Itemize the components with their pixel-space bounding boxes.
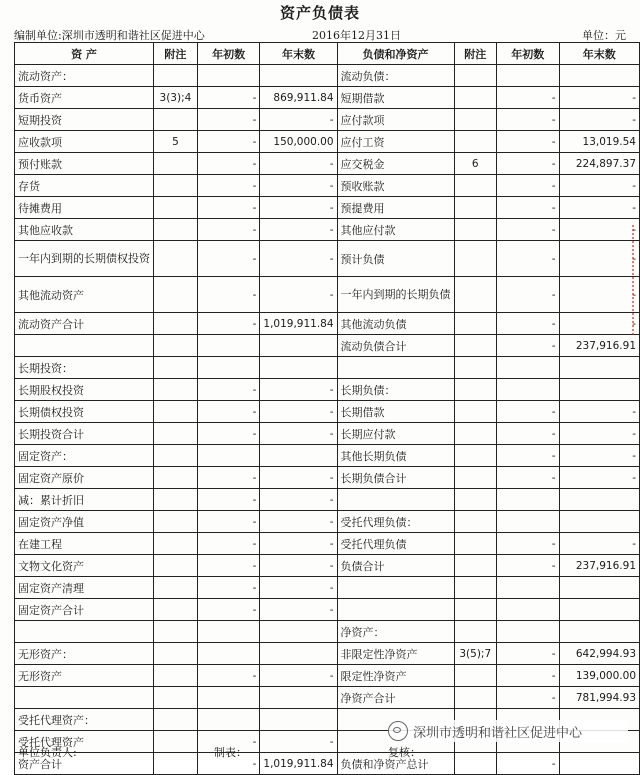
- liability-begin: -: [497, 335, 560, 357]
- asset-note: [154, 489, 198, 511]
- asset-note: [154, 621, 198, 643]
- liability-label: 流动负债合计: [337, 335, 454, 357]
- liability-label: 长期借款: [337, 401, 454, 423]
- asset-label: 固定资产清理: [15, 577, 154, 599]
- header-asset: 资 产: [15, 43, 154, 65]
- asset-note: [154, 511, 198, 533]
- asset-note: [154, 445, 198, 467]
- liability-begin: [497, 65, 560, 87]
- asset-begin: -: [197, 277, 260, 313]
- asset-note: [154, 175, 198, 197]
- liability-end: 237,916.91: [559, 555, 639, 577]
- asset-begin: -: [197, 219, 260, 241]
- asset-begin: -: [197, 731, 260, 753]
- asset-begin: -: [197, 599, 260, 621]
- asset-end: -: [260, 153, 337, 175]
- asset-begin: -: [197, 313, 260, 335]
- liability-label: 受托代理负债: [337, 533, 454, 555]
- table-header-row: [15, 43, 640, 65]
- asset-begin: [197, 709, 260, 731]
- liability-begin: -: [497, 277, 560, 313]
- liability-begin: [497, 599, 560, 621]
- table-row: [15, 401, 640, 423]
- document-title: 资产负债表: [279, 4, 360, 22]
- liability-begin: -: [497, 175, 560, 197]
- asset-end: -: [260, 731, 337, 753]
- table-row: [15, 219, 640, 241]
- liability-label: 应付款项: [337, 109, 454, 131]
- table-row: [15, 687, 640, 709]
- asset-note: [154, 335, 198, 357]
- seal-edge: [632, 225, 640, 335]
- asset-label: 其他流动资产: [15, 277, 154, 313]
- asset-label: 受托代理资产: [15, 731, 154, 753]
- liability-label: 负债和净资产总计: [337, 753, 454, 775]
- asset-end: -: [260, 511, 337, 533]
- asset-note: [154, 401, 198, 423]
- asset-begin: -: [197, 665, 260, 687]
- asset-note: [154, 665, 198, 687]
- liability-note: [454, 599, 496, 621]
- document-meta: [14, 27, 626, 41]
- liability-begin: [497, 489, 560, 511]
- liability-note: [454, 379, 496, 401]
- table-row: [15, 577, 640, 599]
- header-note: 附注: [154, 43, 198, 65]
- table-row: [15, 599, 640, 621]
- table-row: [15, 65, 640, 87]
- asset-label: 固定资产：: [15, 445, 154, 467]
- liability-label: 负债合计: [337, 555, 454, 577]
- asset-end: -: [260, 423, 337, 445]
- asset-label: 无形资产: [15, 665, 154, 687]
- liability-begin: -: [497, 87, 560, 109]
- asset-label: 待摊费用: [15, 197, 154, 219]
- liability-note: 6: [454, 153, 496, 175]
- asset-label: 其他应收款: [15, 219, 154, 241]
- table-row: [15, 197, 640, 219]
- asset-note: [154, 555, 198, 577]
- asset-label: 存货: [15, 175, 154, 197]
- asset-begin: [197, 65, 260, 87]
- liability-begin: -: [497, 643, 560, 665]
- liability-label: [337, 489, 454, 511]
- liability-label: 其他流动负债: [337, 313, 454, 335]
- liability-begin: -: [497, 131, 560, 153]
- header-begin: 年初数: [197, 43, 260, 65]
- liability-end: 642,994.93: [559, 643, 639, 665]
- liability-end: [559, 599, 639, 621]
- liability-end: [559, 489, 639, 511]
- liability-begin: -: [497, 467, 560, 489]
- liability-note: 3(5);7: [454, 643, 496, 665]
- liability-end: 781,994.93: [559, 687, 639, 709]
- liability-end: -: [559, 109, 639, 131]
- liability-end: -: [559, 197, 639, 219]
- asset-note: [154, 467, 198, 489]
- liability-begin: -: [497, 313, 560, 335]
- asset-begin: -: [197, 555, 260, 577]
- watermark: [388, 720, 628, 742]
- table-row: [15, 109, 640, 131]
- liability-note: [454, 241, 496, 277]
- asset-begin: -: [197, 153, 260, 175]
- asset-label: 短期投资: [15, 109, 154, 131]
- liability-end: -: [559, 219, 639, 241]
- asset-begin: [197, 621, 260, 643]
- liability-end: -: [559, 313, 639, 335]
- asset-begin: -: [197, 379, 260, 401]
- asset-end: -: [260, 555, 337, 577]
- asset-label: 无形资产：: [15, 643, 154, 665]
- asset-begin: -: [197, 197, 260, 219]
- asset-end: [260, 687, 337, 709]
- liability-end: [559, 65, 639, 87]
- liability-label: [337, 577, 454, 599]
- table-row: [15, 175, 640, 197]
- asset-note: [154, 533, 198, 555]
- asset-end: -: [260, 175, 337, 197]
- header-begin: 年初数: [497, 43, 560, 65]
- table-row: [15, 423, 640, 445]
- asset-begin: -: [197, 175, 260, 197]
- table-row: [15, 87, 640, 109]
- liability-begin: -: [497, 753, 560, 775]
- asset-begin: -: [197, 131, 260, 153]
- header-note: 附注: [454, 43, 496, 65]
- liability-label: 长期应付款: [337, 423, 454, 445]
- liability-end: [559, 357, 639, 379]
- liability-note: [454, 621, 496, 643]
- asset-begin: -: [197, 511, 260, 533]
- asset-end: -: [260, 109, 337, 131]
- header-liability: 负债和净资产: [337, 43, 454, 65]
- liability-label: [337, 599, 454, 621]
- table-row: [15, 313, 640, 335]
- asset-begin: -: [197, 87, 260, 109]
- table-row: [15, 277, 640, 313]
- liability-end: -: [559, 401, 639, 423]
- liability-end: 224,897.37: [559, 153, 639, 175]
- asset-note: [154, 109, 198, 131]
- liability-note: [454, 219, 496, 241]
- footer-maker: 制表：: [214, 746, 247, 759]
- liability-begin: -: [497, 687, 560, 709]
- asset-end: [260, 357, 337, 379]
- liability-begin: [497, 379, 560, 401]
- liability-note: [454, 357, 496, 379]
- liability-note: [454, 401, 496, 423]
- report-date: 2016年12月31日: [312, 29, 401, 42]
- liability-note: [454, 445, 496, 467]
- asset-label: [15, 335, 154, 357]
- liability-begin: -: [497, 197, 560, 219]
- table-row: [15, 335, 640, 357]
- asset-label: 长期股权投资: [15, 379, 154, 401]
- liability-begin: -: [497, 219, 560, 241]
- asset-end: 1,019,911.84: [260, 753, 337, 775]
- table-row: [15, 131, 640, 153]
- asset-begin: [197, 357, 260, 379]
- liability-note: [454, 511, 496, 533]
- asset-label: 预付账款: [15, 153, 154, 175]
- liability-end: [559, 511, 639, 533]
- liability-note: [454, 131, 496, 153]
- liability-begin: -: [497, 555, 560, 577]
- table-row: [15, 153, 640, 175]
- asset-note: [154, 313, 198, 335]
- asset-end: -: [260, 599, 337, 621]
- liability-label: 流动负债：: [337, 65, 454, 87]
- asset-note: [154, 577, 198, 599]
- liability-note: [454, 555, 496, 577]
- table-row: [15, 621, 640, 643]
- table-row: [15, 241, 640, 277]
- liability-note: [454, 533, 496, 555]
- asset-label: 减：累计折旧: [15, 489, 154, 511]
- asset-end: [260, 643, 337, 665]
- liability-label: 限定性净资产: [337, 665, 454, 687]
- asset-label: 长期投资合计: [15, 423, 154, 445]
- liability-begin: -: [497, 241, 560, 277]
- asset-note: [154, 599, 198, 621]
- asset-end: [260, 445, 337, 467]
- asset-note: 3(3);4: [154, 87, 198, 109]
- asset-end: -: [260, 467, 337, 489]
- asset-end: 150,000.00: [260, 131, 337, 153]
- table-row: [15, 511, 640, 533]
- asset-begin: [197, 335, 260, 357]
- asset-end: [260, 335, 337, 357]
- prepared-by: 编制单位:深圳市透明和谐社区促进中心: [14, 29, 205, 42]
- liability-end: 139,000.00: [559, 665, 639, 687]
- liability-begin: -: [497, 665, 560, 687]
- liability-note: [454, 665, 496, 687]
- liability-end: -: [559, 445, 639, 467]
- liability-end: -: [559, 87, 639, 109]
- table-row: [15, 379, 640, 401]
- header-end: 年末数: [559, 43, 639, 65]
- liability-note: [454, 109, 496, 131]
- asset-begin: -: [197, 753, 260, 775]
- asset-end: -: [260, 489, 337, 511]
- asset-label: 受托代理资产：: [15, 709, 154, 731]
- table-row: [15, 643, 640, 665]
- liability-label: 应交税金: [337, 153, 454, 175]
- watermark-text: 深圳市透明和谐社区促进中心: [413, 725, 583, 741]
- liability-begin: -: [497, 109, 560, 131]
- liability-label: 长期负债：: [337, 379, 454, 401]
- asset-end: -: [260, 665, 337, 687]
- liability-end: -: [559, 277, 639, 313]
- table-row: [15, 533, 640, 555]
- liability-note: [454, 577, 496, 599]
- liability-label: 一年内到期的长期负债: [337, 277, 454, 313]
- asset-note: [154, 379, 198, 401]
- liability-begin: -: [497, 533, 560, 555]
- asset-label: 资产合计: [15, 753, 154, 775]
- liability-end: -: [559, 175, 639, 197]
- asset-label: [15, 621, 154, 643]
- liability-note: [454, 65, 496, 87]
- asset-begin: [197, 687, 260, 709]
- liability-end: [559, 379, 639, 401]
- asset-label: 货币资产: [15, 87, 154, 109]
- liability-begin: [497, 577, 560, 599]
- table-row: [15, 665, 640, 687]
- signature-footer: [18, 744, 618, 758]
- asset-note: [154, 197, 198, 219]
- liability-label: 净资产合计: [337, 687, 454, 709]
- liability-label: 净资产：: [337, 621, 454, 643]
- liability-end: -: [559, 423, 639, 445]
- table-row: [15, 357, 640, 379]
- asset-end: -: [260, 277, 337, 313]
- liability-end: -: [559, 467, 639, 489]
- asset-end: [260, 709, 337, 731]
- liability-note: [454, 423, 496, 445]
- asset-end: -: [260, 401, 337, 423]
- liability-note: [454, 197, 496, 219]
- liability-end: -: [559, 241, 639, 277]
- asset-begin: -: [197, 577, 260, 599]
- asset-note: [154, 65, 198, 87]
- asset-label: 固定资产净值: [15, 511, 154, 533]
- asset-begin: -: [197, 423, 260, 445]
- liability-label: 受托代理负债：: [337, 511, 454, 533]
- asset-end: -: [260, 219, 337, 241]
- asset-begin: -: [197, 241, 260, 277]
- asset-end: [260, 65, 337, 87]
- asset-note: [154, 357, 198, 379]
- asset-end: 869,911.84: [260, 87, 337, 109]
- asset-note: [154, 219, 198, 241]
- asset-begin: [197, 445, 260, 467]
- asset-label: [15, 687, 154, 709]
- liability-label: 其他长期负债: [337, 445, 454, 467]
- asset-note: [154, 423, 198, 445]
- liability-end: [559, 621, 639, 643]
- asset-note: [154, 687, 198, 709]
- asset-begin: -: [197, 109, 260, 131]
- asset-note: [154, 643, 198, 665]
- asset-end: -: [260, 241, 337, 277]
- table-row: [15, 467, 640, 489]
- liability-note: [454, 335, 496, 357]
- asset-end: -: [260, 577, 337, 599]
- liability-label: 应付工资: [337, 131, 454, 153]
- liability-label: 非限定性净资产: [337, 643, 454, 665]
- asset-note: [154, 153, 198, 175]
- asset-label: 应收款项: [15, 131, 154, 153]
- asset-label: 流动资产：: [15, 65, 154, 87]
- wechat-icon: [388, 721, 408, 741]
- asset-label: 在建工程: [15, 533, 154, 555]
- footer-checker: 复核：: [388, 746, 421, 759]
- asset-begin: -: [197, 533, 260, 555]
- liability-begin: -: [497, 445, 560, 467]
- balance-sheet-table: [14, 42, 640, 775]
- liability-note: [454, 87, 496, 109]
- liability-label: 预收账款: [337, 175, 454, 197]
- liability-end: 237,916.91: [559, 335, 639, 357]
- asset-begin: -: [197, 489, 260, 511]
- asset-end: -: [260, 533, 337, 555]
- liability-label: [337, 357, 454, 379]
- table-row: [15, 445, 640, 467]
- table-row: [15, 489, 640, 511]
- liability-label: 短期借款: [337, 87, 454, 109]
- asset-label: 固定资产原价: [15, 467, 154, 489]
- asset-label: 流动资产合计: [15, 313, 154, 335]
- asset-end: [260, 621, 337, 643]
- asset-note: [154, 709, 198, 731]
- asset-label: 一年内到期的长期债权投资: [15, 241, 154, 277]
- liability-note: [454, 175, 496, 197]
- liability-note: [454, 313, 496, 335]
- liability-end: 13,019.54: [559, 131, 639, 153]
- asset-note: [154, 241, 198, 277]
- liability-begin: -: [497, 153, 560, 175]
- asset-begin: -: [197, 467, 260, 489]
- liability-begin: [497, 621, 560, 643]
- asset-note: 5: [154, 131, 198, 153]
- liability-label: 预计负债: [337, 241, 454, 277]
- header-end: 年末数: [260, 43, 337, 65]
- liability-note: [454, 277, 496, 313]
- asset-end: -: [260, 379, 337, 401]
- liability-label: 长期负债合计: [337, 467, 454, 489]
- liability-label: 预提费用: [337, 197, 454, 219]
- liability-note: [454, 489, 496, 511]
- liability-begin: -: [497, 423, 560, 445]
- asset-label: 长期债权投资: [15, 401, 154, 423]
- currency-unit: 单位：元: [582, 29, 626, 42]
- liability-begin: -: [497, 401, 560, 423]
- asset-begin: -: [197, 401, 260, 423]
- table-row: [15, 555, 640, 577]
- liability-note: [454, 467, 496, 489]
- asset-end: 1,019,911.84: [260, 313, 337, 335]
- liability-end: [559, 577, 639, 599]
- asset-note: [154, 277, 198, 313]
- liability-label: 其他应付款: [337, 219, 454, 241]
- footer-head: 单位负责人:: [18, 746, 77, 759]
- liability-note: [454, 687, 496, 709]
- asset-begin: [197, 643, 260, 665]
- asset-label: 固定资产合计: [15, 599, 154, 621]
- liability-begin: [497, 357, 560, 379]
- asset-label: 文物文化资产: [15, 555, 154, 577]
- liability-end: -: [559, 533, 639, 555]
- liability-begin: [497, 511, 560, 533]
- asset-label: 长期投资：: [15, 357, 154, 379]
- asset-end: -: [260, 197, 337, 219]
